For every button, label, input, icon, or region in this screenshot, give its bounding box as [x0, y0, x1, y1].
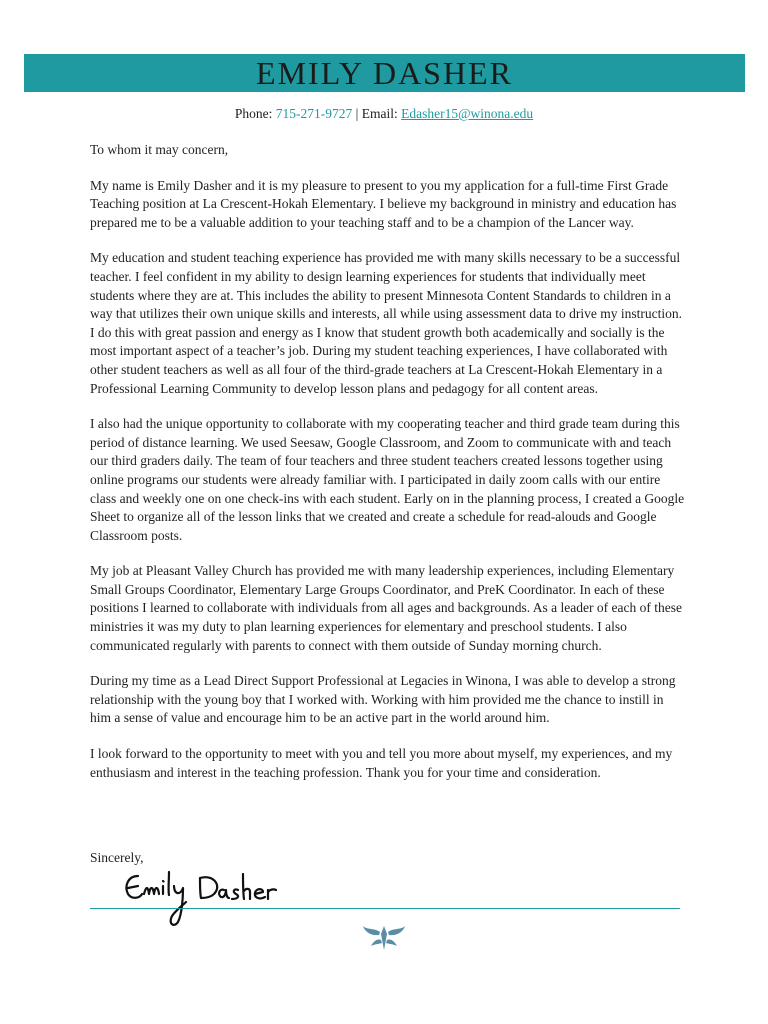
contact-line	[0, 106, 768, 122]
paragraph-closing: I look forward to the opportunity to meet with you and tell you more about myself, my experiences, and my enthusiasm and interest in the teaching profession. Thank you for your time and consideration.	[90, 746, 673, 780]
signature	[118, 864, 298, 936]
header-band	[24, 54, 745, 92]
fleur-ornament-icon	[359, 920, 409, 952]
paragraph-legacies: During my time as a Lead Direct Support Professional at Legacies in Winona, I was able to develop a strong relationship with the young boy that I worked with. Working with him provided me the chance to instill in him a sense of value and encourage him to be an active part in the world around him.	[90, 673, 676, 726]
email-label: | Email:	[352, 106, 402, 121]
applicant-name: EMILY DASHER	[256, 55, 513, 91]
paragraph-education: My education and student teaching experience has provided me with many skills necessary to be a successful teacher. I feel confident in my ability to design learning experiences for students that individually meet students where they are at. This includes the ability to present Minnesota Content Standards to children in a way that utilizes their own unique skills and interests, all while using assessment data to drive my instruction. I do this with great passion and energy as I know that student growth both academically and socially is the most important aspect of a teacher’s job. During my student teaching experiences, I have collaborated with other student teachers as well as all four of the third-grade teachers at La Crescent-Hokah Elementary in a Professional Learning Community to develop lesson plans and pedagogy for all content areas.	[90, 250, 683, 396]
phone-label: Phone:	[234, 106, 276, 121]
paragraph-intro: My name is Emily Dasher and it is my pleasure to present to you my application for a full-time First Grade Teaching position at La Crescent-Hokah Elementary. I believe my background in ministry and education has prepared me to be a valuable addition to your teaching staff and to be a champion of the Lancer way.	[90, 177, 677, 230]
paragraph-church: My job at Pleasant Valley Church has provided me with many leadership experiences, including Elementary Small Groups Coordinator, Elementary Large Groups Coordinator, and PreK Coordinator. In each of these positions I learned to collaborate with individuals from all ages and backgrounds. As a leader of each of these ministries it was my duty to plan learning experiences for elementary and preschool students. I also communicated regularly with parents to connect with them outside of Sunday morning church.	[90, 563, 682, 653]
salutation: To whom it may concern,	[90, 142, 229, 157]
phone-number[interactable]: 715-271-9727	[275, 106, 353, 121]
closing: Sincerely,	[90, 850, 144, 865]
letter-body	[90, 141, 686, 799]
footer-rule	[90, 908, 680, 909]
email-link[interactable]: Edasher15@winona.edu	[401, 106, 534, 121]
paragraph-distance-learning: I also had the unique opportunity to collaborate with my cooperating teacher and third grade team during this period of distance learning. We used Seesaw, Google Classroom, and Zoom to communicate with and teach our third graders daily. The team of four teachers and three student teachers created lessons together using online programs our students were already familiar with. I participated in daily zoom calls with our entire class and weekly one on one check-ins with each student. Early on in the planning process, I created a Google Sheet to organize all of the lesson links that we created and create a schedule for read-alouds and Google Classroom posts.	[90, 416, 685, 543]
